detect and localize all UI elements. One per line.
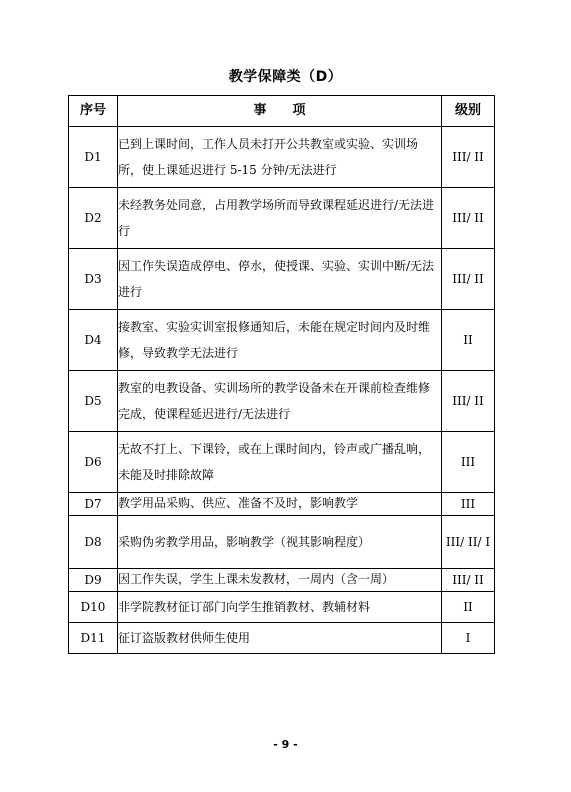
row-seq: D2 bbox=[69, 188, 118, 249]
row-seq: D11 bbox=[69, 623, 118, 654]
page-number: - 9 - bbox=[273, 738, 298, 751]
row-matter: 教室的电教设备、实训场所的教学设备未在开课前检查维修完成，使课程延迟进行/无法进行 bbox=[118, 371, 442, 432]
row-seq: D10 bbox=[69, 592, 118, 623]
row-matter: 未经教务处同意，占用教学场所而导致课程延迟进行/无法进行 bbox=[118, 188, 442, 249]
row-level: III/ II bbox=[442, 371, 495, 432]
row-matter: 已到上课时间，工作人员未打开公共教室或实验、实训场所，使上课延迟进行 5-15 分钟/无法进行 bbox=[118, 127, 442, 188]
row-level: III/ II bbox=[442, 569, 495, 592]
row-matter: 教学用品采购、供应、准备不及时，影响教学 bbox=[118, 493, 442, 516]
row-matter: 因工作失误造成停电、停水，使授课、实验、实训中断/无法进行 bbox=[118, 249, 442, 310]
table-row bbox=[69, 432, 495, 493]
page-title: 教学保障类（D） bbox=[228, 69, 343, 85]
table-row bbox=[69, 516, 495, 569]
table-row bbox=[69, 623, 495, 654]
row-seq: D3 bbox=[69, 249, 118, 310]
header-seq: 序号 bbox=[69, 96, 118, 127]
header-level: 级别 bbox=[442, 96, 495, 127]
row-seq: D5 bbox=[69, 371, 118, 432]
header-matter-label: 事 项 bbox=[253, 103, 306, 118]
row-matter: 因工作失误，学生上课未发教材，一周内（含一周） bbox=[118, 569, 442, 592]
table-row bbox=[69, 310, 495, 371]
table-row bbox=[69, 493, 495, 516]
table-row bbox=[69, 569, 495, 592]
row-matter: 采购伪劣教学用品，影响教学（视其影响程度） bbox=[118, 516, 442, 569]
row-seq: D8 bbox=[69, 516, 118, 569]
row-seq: D9 bbox=[69, 569, 118, 592]
row-seq: D4 bbox=[69, 310, 118, 371]
row-level: III bbox=[442, 432, 495, 493]
row-level: I bbox=[442, 623, 495, 654]
row-level: II bbox=[442, 310, 495, 371]
row-seq: D1 bbox=[69, 127, 118, 188]
row-level: III bbox=[442, 493, 495, 516]
table-row bbox=[69, 371, 495, 432]
row-matter: 非学院教材征订部门向学生推销教材、教辅材料 bbox=[118, 592, 442, 623]
rules-table bbox=[68, 95, 495, 654]
row-matter: 无故不打上、下课铃，或在上课时间内，铃声或广播乱响，未能及时排除故障 bbox=[118, 432, 442, 493]
row-level: III/ II bbox=[442, 127, 495, 188]
table-row bbox=[69, 592, 495, 623]
table-row bbox=[69, 249, 495, 310]
row-matter: 接教室、实验实训室报修通知后，未能在规定时间内及时维修，导致教学无法进行 bbox=[118, 310, 442, 371]
row-level: III/ II bbox=[442, 249, 495, 310]
row-seq: D6 bbox=[69, 432, 118, 493]
table-row bbox=[69, 188, 495, 249]
row-level: II bbox=[442, 592, 495, 623]
table-row bbox=[69, 127, 495, 188]
table-header-row bbox=[69, 96, 495, 127]
header-matter bbox=[118, 96, 442, 127]
row-seq: D7 bbox=[69, 493, 118, 516]
row-matter: 征订盗版教材供师生使用 bbox=[118, 623, 442, 654]
row-level: III/ II/ I bbox=[442, 516, 495, 569]
row-level: III/ II bbox=[442, 188, 495, 249]
